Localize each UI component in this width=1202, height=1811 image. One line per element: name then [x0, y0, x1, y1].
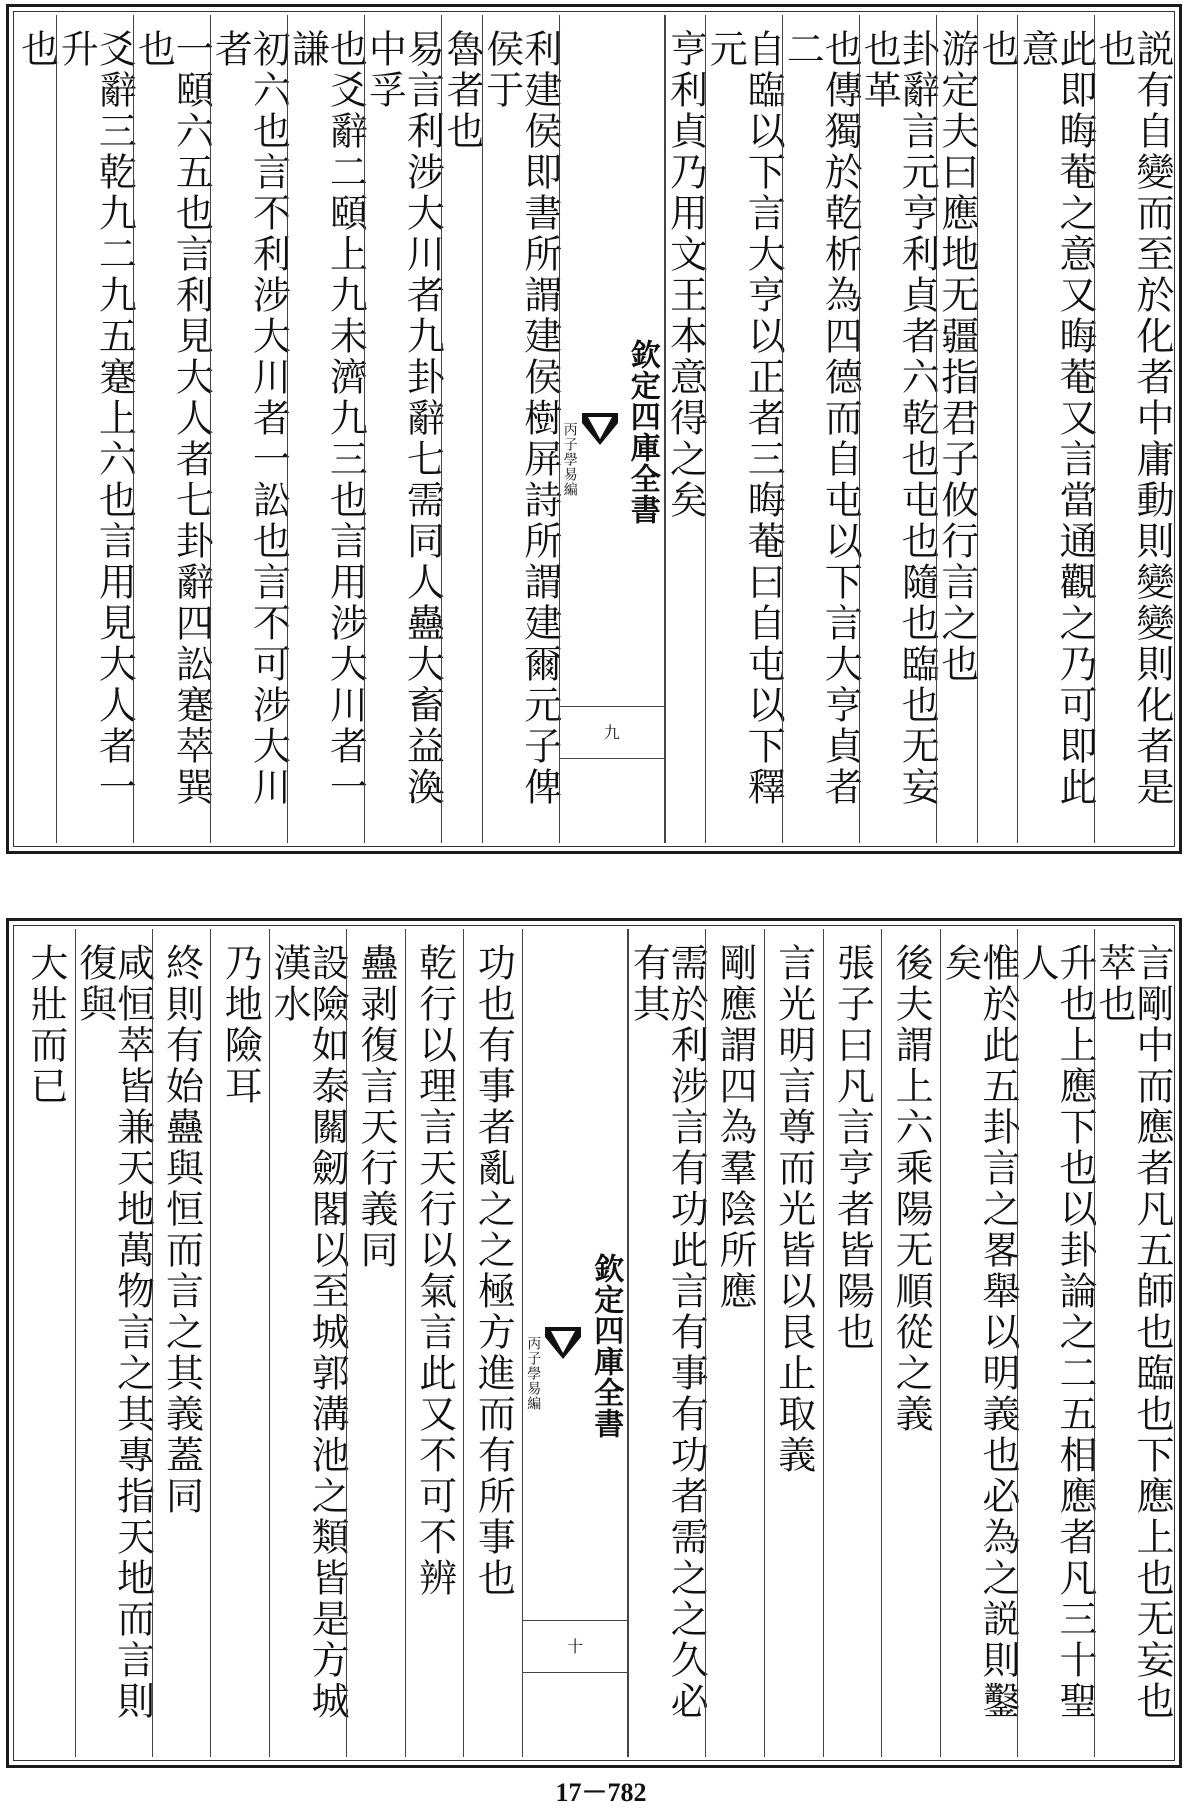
text-column: 大壯而已 [23, 943, 68, 1107]
banner-title: 欽定四庫全書 [588, 1253, 624, 1439]
text-column: 利建侯即書所謂建侯樹屏詩所謂建爾元子俾侯于 [482, 15, 559, 843]
page-top [6, 4, 1182, 854]
text-column: 游定夫曰應地无疆指君子攸行言之也 [936, 15, 976, 843]
text-column: 一頤六五也言利見大人者七卦辭四訟蹇萃巽也 [133, 15, 210, 843]
text-column: 亨利貞乃用文王本意得之矣 [665, 15, 705, 843]
text-column: 惟於此五卦言之畧舉以明義也必為之説則鑿矣 [940, 929, 1017, 1757]
text-column: 設險如泰關劒閣以至城郭溝池之類皆是方城漢水 [269, 929, 346, 1757]
text-column: 此即晦菴之意又晦菴又言當通觀之乃可即此意 [1017, 15, 1094, 843]
text-column: 需於利涉言有功此言有事有功者需之之久必有其 [628, 929, 705, 1757]
fish-tail-mark-icon [543, 1323, 583, 1363]
banner-title: 欽定四庫全書 [624, 339, 660, 525]
text-column: 言光明言尊而光皆以艮止取義 [764, 929, 823, 1757]
text-column: 升也上應下也以卦論之二五相應者凡三十聖人 [1017, 929, 1094, 1757]
text-column: 也傳獨於乾析為四德而自屯以下言大亨貞者二 [782, 15, 859, 843]
text-column: 言剛中而應者凡五師也臨也下應上也无妄也萃也 [1094, 929, 1171, 1757]
text-column: 易言利涉大川者九卦辭七需同人蠱大畜益渙中孚 [364, 15, 441, 843]
text-column: 咸恒萃皆兼天地萬物言之其專指天地而言則復與 [75, 929, 152, 1757]
text-columns-top [14, 15, 1174, 843]
text-column: 也 [14, 29, 59, 70]
page-number: 17－782 [555, 1778, 647, 1807]
text-column: 功也有事者亂之之極方進而有所事也 [463, 929, 522, 1757]
banner-subtitle: 丙子學易編 [525, 1335, 542, 1411]
text-column: 初六也言不利涉大川者一訟也言不可涉大川者 [210, 15, 287, 843]
center-banner [559, 15, 665, 843]
text-column: 蠱剥復言天行義同 [346, 929, 405, 1757]
text-column: 也爻辭二頤上九未濟九三也言用涉大川者一謙 [287, 15, 364, 843]
text-column: 終則有始蠱與恒而言之其義蓋同 [152, 929, 211, 1757]
text-columns-bottom [17, 929, 1174, 1757]
folio-number: 九 [603, 723, 620, 742]
text-column: 爻辭三乾九二九五蹇上六也言用見大人者一升 [56, 15, 133, 843]
fish-tail-mark-icon [580, 409, 620, 449]
text-column: 張子曰凡言亨者皆陽也 [823, 929, 882, 1757]
text-column: 説有自變而至於化者中庸動則變變則化者是也 [1094, 15, 1171, 843]
center-banner [522, 929, 628, 1757]
page-bottom [6, 918, 1182, 1768]
text-column: 乾行以理言天行以氣言此又不可不辨 [405, 929, 464, 1757]
text-column: 剛應謂四為羣陰所應 [705, 929, 764, 1757]
text-column: 魯者也 [441, 15, 481, 843]
text-column: 也 [977, 15, 1017, 843]
text-column: 卦辭言元亨利貞者六乾也屯也隨也臨也无妄也革 [859, 15, 936, 843]
text-column: 自臨以下言大亨以正者三晦菴曰自屯以下釋元 [705, 15, 782, 843]
text-column: 後夫謂上六乘陽无順從之義 [881, 929, 940, 1757]
banner-subtitle: 丙子學易編 [561, 421, 578, 497]
text-column: 乃地險耳 [210, 929, 269, 1757]
folio-number: 十 [567, 1637, 584, 1656]
